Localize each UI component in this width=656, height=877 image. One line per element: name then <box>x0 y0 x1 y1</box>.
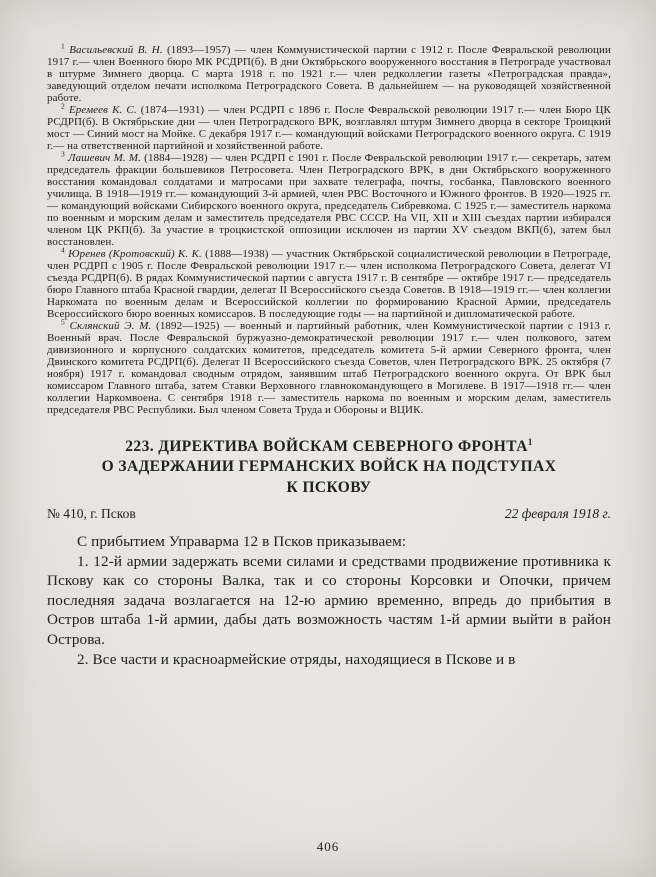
body-paragraph-1: 1. 12-й армии задержать всеми силами и средствами продвижение противника к Пскову как со стороны Валка, так и со стороны Корсовки и Опочки, причем последняя задача возлагается на 12-ю армию временно, впредь до прибытия в Остров штаба 1-й армии, дабы дать возможность частям 1-й армии выйти в район Острова. <box>47 552 611 649</box>
footnote-marker: 5 <box>61 316 65 326</box>
footnote-text: (1884—1928) — член РСДРП с 1901 г. После Февральской революции 1917 г.— секретарь, затем председатель фракции большевиков Петросовета. Член Петроградского ВРК, в дни Октябрьского вооруженного восстания командовал солдатами и матросами при захвате телеграфа, почты, госбанка, Павловского военного училища. В 1918—1919 гг.— командующий 3-й армией, член РВС Восточного и Южного фронтов. В 1920—1925 гг.— командующий войсками Сибирского военного округа, председатель Сибревкома. С 1925 г.— заместитель наркома по военным и морским делам и заместитель председателя РВС СССР. На VII, XII и XIII съездах партии избирался членом ЦК РКП(б). За участие в троцкистской оппозиции исключен из партии XV съездом ВКП(б), затем был восстановлен. <box>47 151 611 248</box>
footnote-person-name: Лашевич М. М. <box>68 151 141 164</box>
page-number: 406 <box>316 839 340 854</box>
footnote-person-name: Склянский Э. М. <box>69 319 152 332</box>
body-paragraph-2: 2. Все части и красноармейские отряды, находящиеся в Пскове и в <box>77 650 516 668</box>
footnote-marker: 1 <box>61 41 65 51</box>
footnote-1 <box>47 41 611 104</box>
document-meta-line <box>47 506 611 522</box>
footnote-marker: 4 <box>61 245 65 255</box>
footnote-person-name: Васильевский В. Н. <box>69 44 163 56</box>
footnote-4 <box>47 245 611 320</box>
footnote-person-name: Еремеев К. С. <box>68 103 137 116</box>
heading-line-3: К ПСКОВУ <box>286 478 372 496</box>
heading-line-2: О ЗАДЕРЖАНИИ ГЕРМАНСКИХ ВОЙСК НА ПОДСТУПАХ <box>101 458 557 476</box>
heading-footnote-ref: 1 <box>527 436 533 447</box>
document-body <box>47 532 611 669</box>
footnote-person-name: Юренев (Кротовский) К. К. <box>68 247 202 260</box>
footnote-text: (1874—1931) — член РСДРП с 1896 г. После Февральской революции 1917 г.— член Бюро ЦК РСДРП(б). В Октябрьские дни — член Петроградского ВРК, возглавлял штурм Зимнего дворца в секторе Троицкий мост — Синий мост на Мойке. С декабря 1917 г.— командующий войсками Петроградского военного округа. С 1919 г.— на ответственной партийной и хозяйственной работе. <box>47 103 611 152</box>
footnote-text: (1888—1938) — участник Октябрьской социалистической революции в Петрограде, член РСДРП с 1905 г. После Февральской революции 1917 г.— член исполкома Петроградского Совета, делегат VI съезда РСДРП(б). В рядах Коммунистической партии с августа 1917 г. В сентябре — октябре 1917 г.— председатель бюро Главного штаба Красной гвардии, делегат II Всероссийского съезда Советов. В 1918—1919 гг.— член коллегии Наркомата по военным делам и Всероссийской коллегии по формированию Красной Армии, председатель Всероссийского бюро военных комиссаров. В последующие годы — на партийной и дипломатической работе. <box>47 247 611 320</box>
footnote-text: (1893—1957) — член Коммунистической партии с 1912 г. После Февральской революции 1917 г.— член Военного бюро МК РСДРП(б). В дни Октябрьского вооруженного восстания в Петрограде участвовал в штурме Зимнего дворца. С марта 1918 г. по 1921 г.— член редколлегии газеты «Петроградская правда», заведующий отделом печати исполкома Петроградского Совета. В дальнейшем — на руководящей хозяйственной работе. <box>47 44 611 104</box>
footnote-5 <box>47 316 611 416</box>
document-date: 22 февраля 1918 г. <box>504 506 611 522</box>
body-intro-paragraph: С прибытием Управарма 12 в Псков приказываем: <box>77 533 407 551</box>
document-number-location: № 410, г. Псков <box>47 506 136 522</box>
footnote-text: (1892—1925) — военный и партийный работник, член Коммунистической партии с 1913 г. Военный врач. После Февральской буржуазно-демократической революции 1917 г.— член полкового, затем дивизионного и корпусного солдатских комитетов, председатель комитета 5-й армии Северного фронта, член Двинского комитета РСДРП(б). Делегат II Всероссийского съезда Советов, член Петроградского ВРК. 25 октября (7 ноября) 1917 г. командовал сводным отрядом, занявшим штаб Петроградского военного округа. От ВРК был комиссаром Главного штаба, затем Ставки Верховного главнокомандующего в Могилеве. В 1917—1918 гг.— член коллегии Наркомвоена. С сентября 1918 г.— заместитель наркома по военным и морским делам, заместитель председателя РВС Республики. Был членом Совета Труда и Обороны и ВЦИК. <box>47 319 611 416</box>
document-heading <box>64 437 594 499</box>
footnote-3 <box>47 149 611 248</box>
footnote-2 <box>47 101 611 152</box>
heading-line-1: 223. ДИРЕКТИВА ВОЙСКАМ СЕВЕРНОГО ФРОНТА <box>125 437 528 455</box>
footnote-marker: 2 <box>61 101 65 111</box>
footnote-marker: 3 <box>61 149 65 159</box>
footnotes-section <box>47 41 611 416</box>
